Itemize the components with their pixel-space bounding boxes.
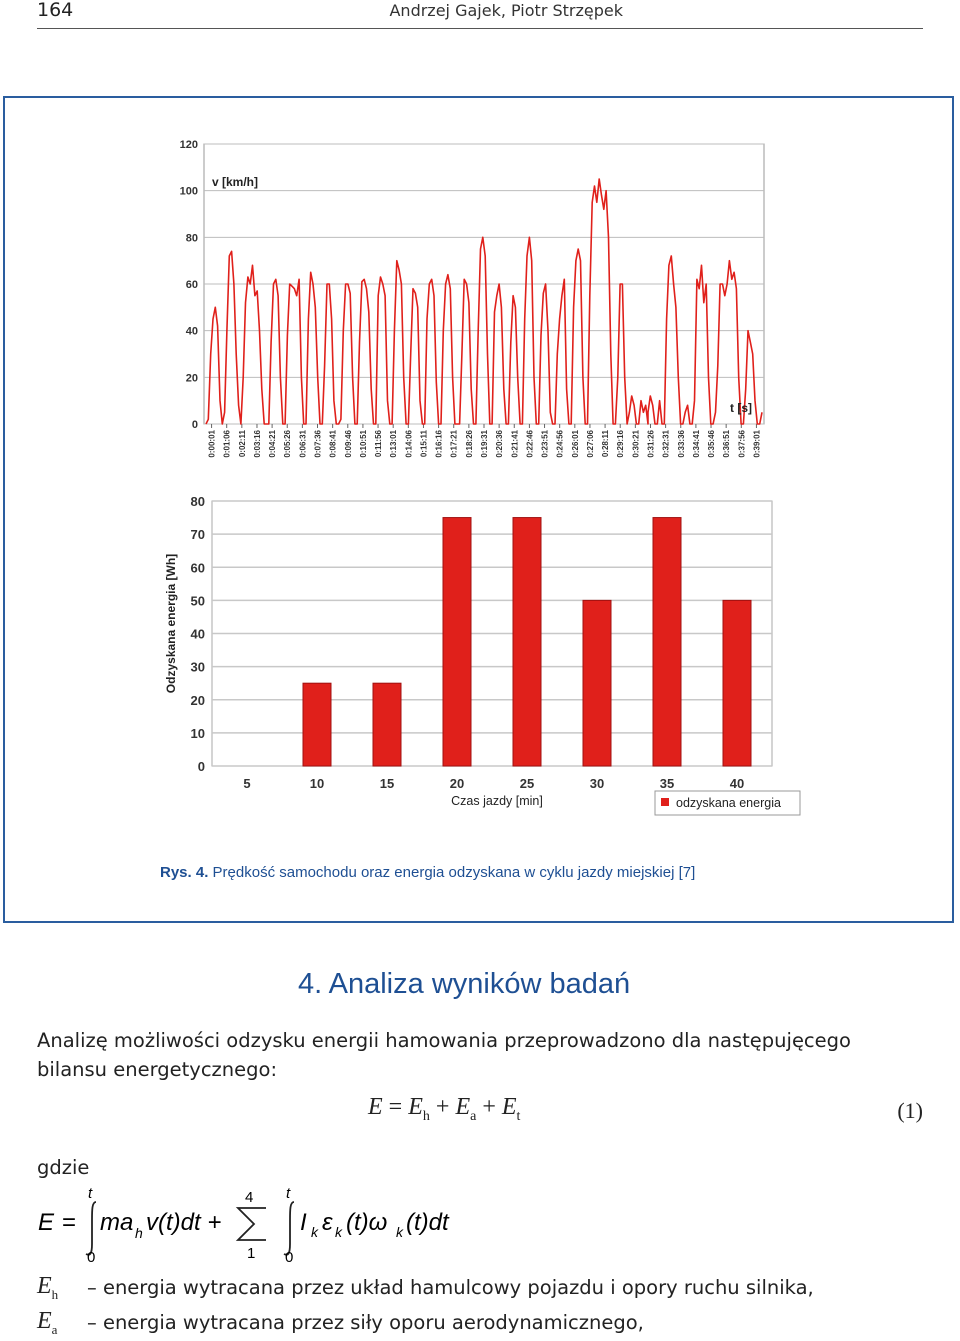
eq1-plus1: + [429, 1094, 456, 1120]
x-tick-label: 0:05:26 [283, 430, 293, 458]
y-tick-label: 50 [190, 593, 205, 609]
x-tick-label: 0:04:21 [268, 430, 278, 458]
caption-label: Rys. 4. [160, 864, 209, 881]
eq1-term3: E [501, 1094, 517, 1120]
eq1-term2: E [455, 1094, 471, 1120]
x-tick-label: 0:22:46 [525, 430, 535, 458]
x-tick-label: 0:29:16 [616, 430, 626, 458]
y-tick-label: 100 [179, 185, 198, 198]
eq2-k2: k [335, 1224, 342, 1240]
y-tick-label: 40 [185, 325, 198, 338]
page-number: 164 [37, 0, 74, 21]
eq2-int2-lower: 0 [285, 1249, 294, 1266]
x-tick-label: 0:21:41 [510, 430, 520, 458]
eq1-sub1: h [422, 1108, 430, 1124]
x-tick-label: 0:32:31 [661, 430, 671, 458]
bar [583, 600, 611, 766]
def-symbol-sub: a [51, 1321, 58, 1337]
equation-2 [30, 1180, 550, 1270]
x-tick-label: 0:26:01 [570, 430, 580, 458]
bar [443, 518, 471, 766]
x-axis-label: t [s] [730, 401, 752, 415]
x-tick-label: 35 [659, 776, 675, 791]
legend-label: odzyskana energia [676, 796, 781, 810]
x-tick-label: 0:18:26 [464, 430, 474, 458]
y-tick-label: 10 [190, 725, 205, 741]
y-axis-label: Odzyskana energia [Wh] [164, 553, 178, 694]
x-tick-label: 0:27:06 [585, 430, 595, 458]
x-tick-label: 30 [589, 776, 605, 791]
eq1-plus2: + [476, 1094, 502, 1120]
x-tick-label: 40 [729, 776, 745, 791]
x-tick-label: 0:01:06 [222, 430, 232, 458]
eq2-int2-upper: t [286, 1185, 291, 1202]
bar [303, 683, 331, 766]
x-tick-label: 0:07:36 [313, 430, 323, 458]
y-tick-label: 70 [190, 527, 205, 543]
x-tick-label: 0:14:06 [404, 430, 414, 458]
eq2-term1-b: v(t)dt + [146, 1209, 222, 1236]
bar [653, 518, 681, 766]
y-tick-label: 60 [190, 560, 205, 576]
eq2-sum-lower: 1 [247, 1245, 256, 1262]
def-symbol-letter: E [37, 1308, 52, 1334]
eq2-k1: k [311, 1224, 318, 1240]
x-tick-label: 0:24:56 [555, 430, 565, 458]
gdzie-label: gdzie [37, 1156, 90, 1179]
eq1-term1: E [408, 1094, 423, 1120]
equation-1 [368, 1094, 520, 1125]
x-tick-label: 0:35:46 [707, 430, 717, 458]
bar [513, 518, 541, 766]
x-tick-label: 0:10:51 [358, 430, 368, 458]
x-tick-label: 0:34:41 [691, 430, 701, 458]
integral-sign [86, 1202, 96, 1255]
eq2-term1-sub: h [135, 1225, 143, 1241]
def-symbol [37, 1273, 58, 1303]
page-header [37, 0, 923, 29]
x-tick-label: 0:37:56 [737, 430, 747, 458]
sum-sign [238, 1208, 266, 1240]
bar [373, 683, 401, 766]
y-tick-label: 60 [185, 279, 198, 291]
eq2-lhs: E [38, 1209, 55, 1236]
section-title: 4. Analiza wyników badań [298, 968, 631, 1000]
x-tick-label: 0:08:41 [328, 430, 338, 458]
legend-swatch [661, 798, 669, 806]
x-tick-label: 0:36:51 [722, 430, 732, 458]
x-tick-label: 0:20:36 [495, 430, 505, 458]
eq1-sub3: t [516, 1108, 521, 1124]
eq2-sum-upper: 4 [245, 1189, 254, 1206]
x-tick-label: 0:33:36 [676, 430, 686, 458]
running-head: Andrzej Gajek, Piotr Strzępek [389, 1, 623, 20]
y-axis-label: v [km/h] [212, 175, 259, 189]
y-tick-label: 0 [197, 759, 205, 774]
eq2-k3: k [396, 1224, 403, 1240]
energy-chart [0, 485, 960, 825]
eq2-int-upper: t [88, 1185, 93, 1202]
y-tick-label: 20 [185, 372, 198, 385]
x-tick-label: 5 [243, 776, 251, 791]
x-tick-label: 0:11:56 [374, 430, 384, 458]
x-tick-label: 0:13:01 [389, 430, 399, 458]
eq1-lhs: E [368, 1094, 383, 1120]
eq2-int-lower: 0 [87, 1249, 96, 1266]
x-tick-label: 0:00:01 [207, 430, 217, 458]
y-tick-label: 80 [190, 494, 205, 509]
y-tick-label: 20 [190, 692, 205, 708]
eq1-equals: = [382, 1094, 409, 1120]
body-paragraph: Analizę możliwości odzysku energii hamowania przeprowadzono dla następujęcego bilansu energetycznego: [37, 1029, 851, 1081]
x-tick-label: 25 [519, 776, 535, 791]
def-symbol-letter: E [37, 1273, 52, 1299]
eq2-end: (t)dt [406, 1209, 449, 1236]
x-tick-label: 0:39:01 [752, 430, 762, 458]
x-tick-label: 0:30:21 [631, 430, 641, 458]
x-tick-label: 0:06:31 [298, 430, 308, 458]
x-tick-label: 0:03:16 [252, 430, 262, 458]
figure-caption [160, 864, 695, 881]
y-tick-label: 0 [191, 419, 198, 431]
y-tick-label: 40 [190, 626, 205, 642]
x-tick-label: 0:28:11 [601, 430, 611, 458]
x-axis-label: Czas jazdy [min] [451, 794, 543, 808]
y-tick-label: 80 [185, 232, 198, 245]
eq1-sub2: a [470, 1108, 477, 1124]
eq2-equals: = [62, 1209, 77, 1236]
caption-text: Prędkość samochodu oraz energia odzyskana w cyklu jazdy miejskiej [7] [212, 864, 696, 881]
x-tick-label: 0:15:11 [419, 430, 429, 458]
integral-sign-2 [284, 1202, 294, 1255]
def-text: – energia wytracana przez siły oporu aerodynamicznego, [87, 1311, 644, 1334]
eq2-I: I [300, 1209, 307, 1236]
y-tick-label: 120 [179, 139, 198, 151]
bar [723, 600, 751, 766]
x-tick-label: 0:09:46 [343, 430, 353, 458]
x-tick-label: 15 [379, 776, 395, 791]
x-tick-label: 0:16:16 [434, 430, 444, 458]
x-tick-label: 0:02:11 [237, 430, 247, 458]
x-tick-label: 20 [449, 776, 465, 791]
y-tick-label: 30 [190, 659, 205, 675]
equation-number: (1) [897, 1098, 923, 1123]
x-tick-label: 0:31:26 [646, 430, 656, 458]
def-symbol [37, 1308, 57, 1338]
x-tick-label: 0:17:21 [449, 430, 459, 458]
eq2-t-omega: (t)ω [346, 1209, 388, 1236]
x-tick-label: 10 [309, 776, 325, 791]
def-text: – energia wytracana przez układ hamulcowy pojazdu i opory ruchu silnika, [87, 1276, 814, 1299]
eq2-eps: ε [322, 1209, 333, 1236]
x-tick-label: 0:23:51 [540, 430, 550, 458]
x-tick-label: 0:19:31 [480, 430, 489, 458]
def-symbol-sub: h [51, 1286, 59, 1302]
eq2-term1-a: ma [100, 1209, 134, 1236]
